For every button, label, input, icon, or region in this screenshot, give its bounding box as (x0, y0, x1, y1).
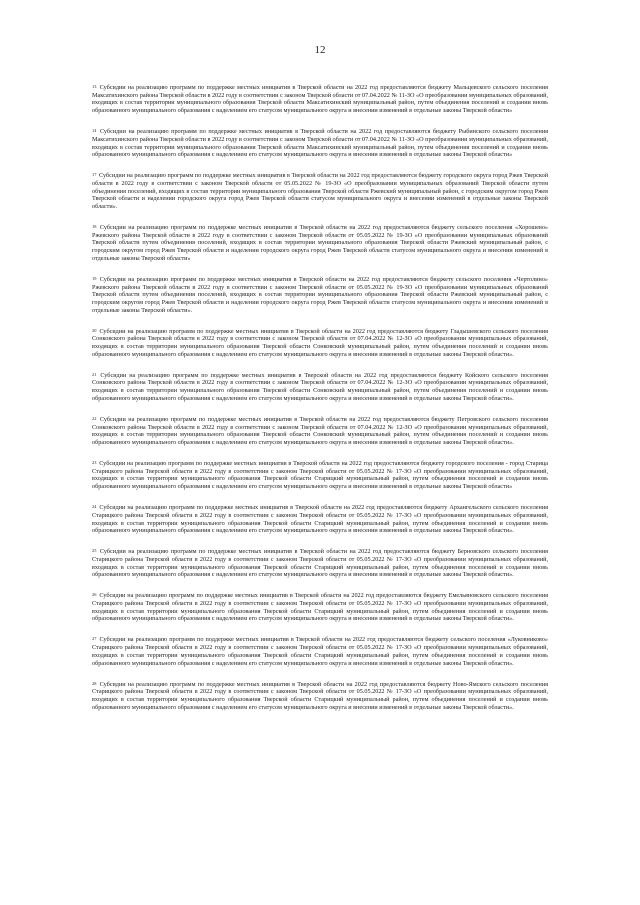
footnote (92, 636, 548, 667)
footnote-text: Субсидии на реализацию программ по поддержке местных инициатив в Тверской области на 2022 год предоставляются бюджету Гладышевского сельского поселения Сонковского района Тверской области в 2022 году в соответствии с законом Тверской области от 07.04.2022 № 12-ЗО «О преобразовании муниципальных образований, входящих в состав территории муниципального образования Тверской области Сонковский муниципальный район, путем объединения поселений и создании вновь образованного муниципального образования с наделением его статусом муниципального округа и внесении изменений в отдельные законы Тверской области». (92, 327, 549, 358)
footnote-marker: 14 (92, 128, 97, 134)
footnote-text: Субсидии на реализацию программ по поддержке местных инициатив в Тверской области на 2022 год предоставляются бюджету Мальцевского сельского поселения Максатихинского района Тверской области в 2022 году в соответствии с законом Тверской области от 07.04.2022 № 11-ЗО «О преобразовании муниципальных образований, входящих в состав территории муниципального образования Тверской области Максатихинский муниципальный район, путем объединения поселений и создании вновь образованного муниципального образования с наделением его статусом муниципального округа и внесении изменений в отдельные законы Тверской области» (92, 84, 549, 115)
footnote (92, 172, 548, 211)
footnotes-section (92, 84, 548, 725)
footnote (92, 84, 548, 115)
footnote (92, 276, 548, 315)
footnote-marker: 22 (92, 415, 97, 421)
footnote-marker: 28 (92, 680, 97, 686)
footnote (92, 504, 548, 535)
footnote-marker: 23 (92, 459, 97, 465)
footnote-text: Субсидии на реализацию программ по поддержке местных инициатив в Тверской области на 2022 год предоставляются бюджету сельского поселения «Чертолино» Ржевского района Тверской области в 2022 году в соответствии с законом Тверской области от 05.05.2022 № 19-ЗО «О преобразовании муниципальных образований Тверской области путем объединения поселений, входящих в состав территории муниципального образования Тверской области Ржевский муниципальный район, с городским округом город Ржев Тверской области и наделении городского округа город Ржев Тверской области статусом муниципального округа и внесении изменений в отдельные законы Тверской области». (92, 275, 549, 314)
footnote (92, 592, 548, 623)
footnote-text: Субсидии на реализацию программ по поддержке местных инициатив в Тверской области на 2022 год предоставляются бюджету Рыбинского сельского поселения Максатихинского района Тверской области в 2022 году в соответствии с законом Тверской области от 07.04.2022 № 11-ЗО «О преобразовании муниципальных образований, входящих в состав территории муниципального образования Тверской области Максатихинский муниципальный район, путем объединения поселений и создании вновь образованного муниципального образования с наделением его статусом муниципального округа и внесении изменений в отдельные законы Тверской области» (92, 128, 549, 159)
footnote-text: Субсидии на реализацию программ по поддержке местных инициатив в Тверской области на 2022 год предоставляются бюджету Емельяновского сельского поселения Старицкого района Тверской области в 2022 году в соответствии с законом Тверской области от 05.05.2022 № 17-ЗО «О преобразовании муниципальных образований, входящих в состав территории муниципального образования Тверской области Старицкий муниципальный район, путем объединения поселений и создании вновь образованного муниципального образования с наделением его статусом муниципального округа и внесении изменений в отдельные законы Тверской области». (92, 592, 549, 623)
footnote-marker: 18 (92, 224, 97, 230)
footnote-text: Субсидии на реализацию программ по поддержке местных инициатив в Тверской области на 2022 год предоставляются бюджету Ново-Ямского сельского поселения Старицкого района Тверской области в 2022 году в соответствии с законом Тверской области от 05.05.2022 № 17-ЗО «О преобразовании муниципальных образований, входящих в состав территории муниципального образования Тверской области Старицкий муниципальный район, путем объединения поселений и создании вновь образованного муниципального образования с наделением его статусом муниципального округа и внесении изменений в отдельные законы Тверской области». (92, 680, 548, 711)
footnote-marker: 26 (92, 592, 97, 598)
footnote-marker: 20 (92, 327, 97, 333)
footnote-marker: 13 (92, 84, 97, 89)
footnote (92, 460, 548, 491)
footnote (92, 224, 548, 263)
footnote-marker: 19 (92, 275, 97, 281)
footnote-text: Субсидии на реализацию программ по поддержке местных инициатив в Тверской области на 2022 год предоставляются бюджету городского округа город Ржев Тверской области в 2022 году в соответствии с законом Тверской области от 05.05.2022 № 19-ЗО «О преобразовании муниципальных образований Тверской области путем объединения поселений, входящих в состав территории муниципального образования Тверской области Ржевский муниципальный район, с городским округом город Ржев Тверской области и наделении городского округа город Ржев Тверской области статусом муниципального округа и внесении изменений в отдельные законы Тверской области». (92, 172, 549, 211)
page-number: 12 (314, 44, 326, 56)
footnote (92, 548, 548, 579)
footnote (92, 416, 548, 447)
footnote-marker: 27 (92, 636, 97, 642)
footnote-marker: 17 (92, 172, 97, 178)
footnote (92, 681, 548, 712)
footnote-text: Субсидии на реализацию программ по поддержке местных инициатив в Тверской области на 2022 год предоставляются бюджету Архангельского сельского поселения Старицкого района Тверской области в 2022 году в соответствии с законом Тверской области от 05.05.2022 № 17-ЗО «О преобразовании муниципальных образований, входящих в состав территории муниципального образования Тверской области Старицкий муниципальный район, путем объединения поселений и создании вновь образованного муниципального образования с наделением его статусом муниципального округа и внесении изменений в отдельные законы Тверской области». (92, 504, 549, 535)
footnote-text: Субсидии на реализацию программ по поддержке местных инициатив в Тверской области на 2022 год предоставляются бюджету Койского сельского поселения Сонковского района Тверской области в 2022 году в соответствии с законом Тверской области от 07.04.2022 № 12-ЗО «О преобразовании муниципальных образований, входящих в состав территории муниципального образования Тверской области Сонковский муниципальный район, путем объединения поселений и создании вновь образованного муниципального образования с наделением его статусом муниципального округа и внесении изменений в отдельные законы Тверской области». (92, 371, 548, 402)
footnote-text: Субсидии на реализацию программ по поддержке местных инициатив в Тверской области на 2022 год предоставляются бюджету Петровского сельского поселения Сонковского района Тверской области в 2022 году в соответствии с законом Тверской области от 07.04.2022 № 12-ЗО «О преобразовании муниципальных образований, входящих в состав территории муниципального образования Тверской области Сонковский муниципальный район, путем объединения поселений и создании вновь образованного муниципального образования с наделением его статусом муниципального округа и внесении изменений в отдельные законы Тверской области». (92, 415, 548, 446)
footnote-text: Субсидии на реализацию программ по поддержке местных инициатив в Тверской области на 2022 год предоставляются бюджету сельского поселения «Хорошево» Ржевского района Тверской области в 2022 году в соответствии с законом Тверской области от 05.05.2022 № 19-ЗО «О преобразовании муниципальных образований Тверской области путем объединения поселений, входящих в состав территории муниципального образования Тверской области Ржевский муниципальный район, с городским округом город Ржев Тверской области и наделении городского округа город Ржев Тверской области статусом муниципального округа и внесении изменений в отдельные законы Тверской области» (92, 224, 549, 262)
footnote (92, 128, 548, 159)
footnote (92, 328, 548, 359)
footnote-text: Субсидии на реализацию программ по поддержке местных инициатив в Тверской области на 2022 год предоставляются бюджету Берновского сельского поселения Старицкого района Тверской области в 2022 году в соответствии с законом Тверской области от 05.05.2022 № 17-ЗО «О преобразовании муниципальных образований, входящих в состав территории муниципального образования Тверской области Старицкий муниципальный район, путем объединения поселений и создании вновь образованного муниципального образования с наделением его статусом муниципального округа и внесении изменений в отдельные законы Тверской области». (92, 548, 548, 579)
footnote (92, 372, 548, 403)
footnote-marker: 25 (92, 548, 97, 554)
footnote-marker: 21 (92, 371, 97, 377)
footnote-text: Субсидии на реализацию программ по поддержке местных инициатив в Тверской области на 2022 год предоставляются бюджету сельского поселения «Луковниково» Старицкого района Тверской области в 2022 году в соответствии с законом Тверской области от 05.05.2022 № 17-ЗО «О преобразовании муниципальных образований, входящих в состав территории муниципального образования Тверской области Старицкий муниципальный район, путем объединения поселений и создании вновь образованного муниципального образования с наделением его статусом муниципального округа и внесении изменений в отдельные законы Тверской области». (92, 636, 548, 667)
footnote-marker: 24 (92, 504, 97, 510)
footnote-text: Субсидии на реализацию программ по поддержке местных инициатив в Тверской области на 2022 год предоставляются бюджету городского поселения - город Старица Старицкого района Тверской области в 2022 году в соответствии с законом Тверской области от 05.05.2022 № 17-ЗО «О преобразовании муниципальных образований, входящих в состав территории муниципального образования Тверской области Старицкий муниципальный район, путем объединения поселений и создании вновь образованного муниципального образования с наделением его статусом муниципального округа и внесении изменений в отдельные законы Тверской области» (92, 459, 549, 491)
